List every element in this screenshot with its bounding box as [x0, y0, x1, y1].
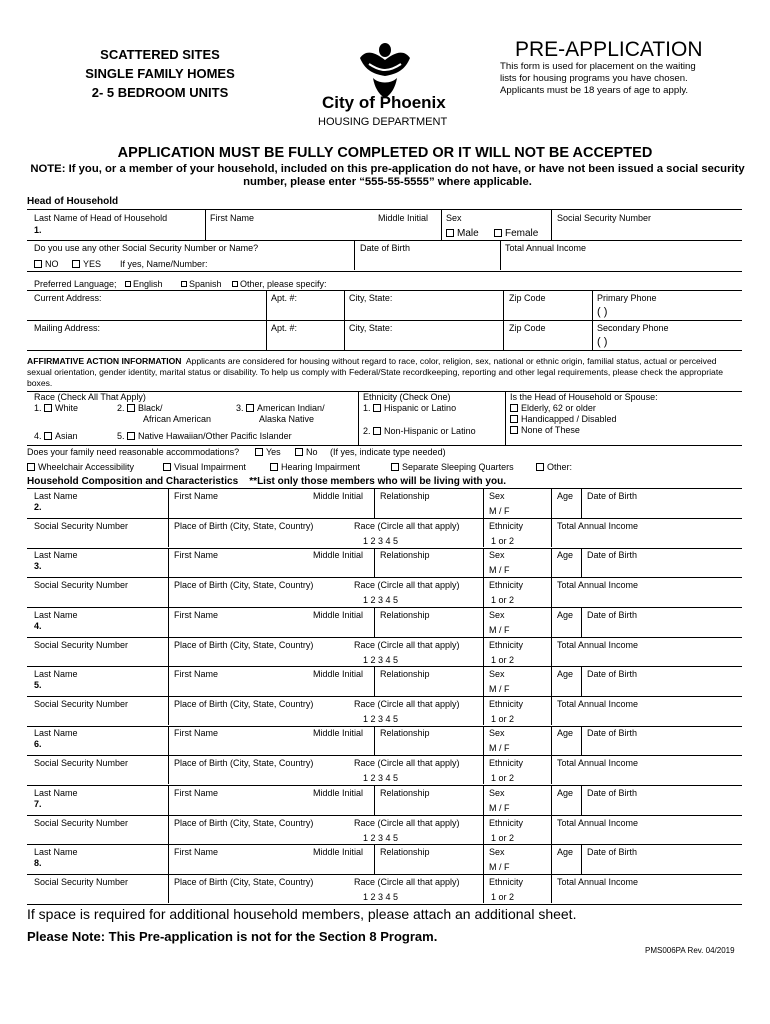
member-ethnicity-options: 1 or 2: [491, 595, 515, 606]
program-line-2: SINGLE FAMILY HOMES: [85, 66, 235, 81]
completion-warning: APPLICATION MUST BE FULLY COMPLETED OR IT WILL NOT BE ACCEPTED: [117, 145, 653, 161]
member-first-name-label: First Name: [174, 846, 219, 857]
head-number: 1.: [34, 225, 42, 235]
member-age-label: Age: [557, 491, 574, 501]
phoenix-logo-icon: [355, 40, 415, 100]
member-middle-label: Middle Initial: [313, 846, 364, 857]
member-ethnicity-label: Ethnicity: [489, 580, 524, 591]
member-age-label: Age: [557, 609, 574, 620]
race-ai-line2: Alaska Native: [259, 414, 315, 424]
other-accommodation-checkbox[interactable]: [536, 463, 544, 471]
member-age-label: Age: [557, 550, 574, 561]
member-race-options: 1 2 3 4 5: [363, 891, 399, 902]
member-dob-label: Date of Birth: [587, 609, 638, 620]
current-zip-label: Zip Code: [509, 293, 546, 303]
member-relationship-label: Relationship: [380, 550, 430, 561]
other-ssn-no-checkbox[interactable]: [34, 260, 42, 268]
handicapped-checkbox[interactable]: [510, 415, 518, 423]
form-intro: This form is used for placement on the waiting lists for housing programs you have chosen. Applicants must be 18 years of age to apply.: [500, 61, 696, 96]
member-race-label: Race (Circle all that apply): [354, 817, 460, 828]
ssn-note: NOTE: If you, or a member of your household, included on this pre-application do not have, or have not been issued a social security number, please enter “555-55-5555” where applicable.: [30, 163, 745, 188]
head-section-title: Head of Household: [27, 196, 119, 207]
member-last-name-label: Last Name: [34, 550, 78, 561]
ethnicity-nonhispanic-option[interactable]: 2. Non-Hispanic or Latino: [363, 426, 476, 436]
member-sex-label: Sex: [489, 846, 505, 857]
race-nh-checkbox[interactable]: [127, 432, 135, 440]
preferred-language-label: Preferred Language;: [34, 279, 117, 289]
member-race-label: Race (Circle all that apply): [354, 876, 460, 887]
member-pob-label: Place of Birth (City, State, Country): [174, 639, 314, 650]
member-last-name-label: Last Name: [34, 668, 78, 679]
sleeping-checkbox[interactable]: [391, 463, 399, 471]
ethnicity-nonhispanic-checkbox[interactable]: [373, 427, 381, 435]
member-middle-label: Middle Initial: [313, 787, 364, 798]
mailing-city-state-label: City, State:: [349, 323, 393, 333]
member-ethnicity-label: Ethnicity: [489, 817, 524, 828]
male-option[interactable]: Male: [446, 228, 479, 239]
primary-phone-area[interactable]: ( ): [597, 306, 608, 318]
ethnicity-title: Ethnicity (Check One): [363, 392, 451, 402]
accommodations-hint: (If yes, indicate type needed): [330, 447, 446, 457]
head-dob-label: Date of Birth: [360, 243, 411, 253]
handicapped-option[interactable]: Handicapped / Disabled: [510, 414, 617, 424]
member-last-name-label: Last Name: [34, 609, 78, 620]
member-sex-options: M / F: [489, 743, 510, 754]
english-option[interactable]: English: [125, 279, 163, 289]
none-checkbox[interactable]: [510, 426, 518, 434]
current-city-state-label: City, State:: [349, 293, 393, 303]
member-race-label: Race (Circle all that apply): [354, 580, 460, 591]
member-middle-label: Middle Initial: [313, 668, 364, 679]
member-sex-label: Sex: [489, 787, 505, 798]
member-race-label: Race (Circle all that apply): [354, 639, 460, 650]
member-dob-label: Date of Birth: [587, 787, 638, 798]
head-status-title: Is the Head of Household or Spouse:: [510, 392, 658, 402]
member-race-label: Race (Circle all that apply): [354, 698, 460, 709]
member-income-label: Total Annual Income: [557, 817, 639, 828]
head-last-name-label: Last Name of Head of Household: [34, 213, 168, 223]
member-ethnicity-options: 1 or 2: [491, 891, 515, 902]
member-middle-label: Middle Initial: [313, 609, 364, 620]
ethnicity-hispanic-checkbox[interactable]: [373, 404, 381, 412]
member-last-name-label: Last Name: [34, 787, 78, 798]
accommodations-no-checkbox[interactable]: [295, 448, 303, 456]
elderly-checkbox[interactable]: [510, 404, 518, 412]
member-relationship-label: Relationship: [380, 728, 430, 739]
household-subtitle: **List only those members who will be living with you.: [249, 476, 506, 487]
member-first-name-label: First Name: [174, 728, 219, 739]
member-ssn-label: Social Security Number: [34, 639, 129, 650]
member-sex-label: Sex: [489, 491, 505, 501]
member-relationship-label: Relationship: [380, 846, 430, 857]
head-sex-label: Sex: [446, 213, 462, 223]
member-first-name-label: First Name: [174, 668, 219, 679]
member-sex-label: Sex: [489, 668, 505, 679]
member-ethnicity-options: 1 or 2: [491, 654, 515, 665]
member-last-name-label: Last Name: [34, 491, 78, 501]
member-race-options: 1 2 3 4 5: [363, 654, 399, 665]
member-dob-label: Date of Birth: [587, 728, 638, 739]
member-ethnicity-options: 1 or 2: [491, 832, 515, 843]
race-title: Race (Check All That Apply): [34, 392, 146, 402]
none-option[interactable]: None of These: [510, 425, 580, 435]
household-title: Household Composition and Characteristics **List only those members who will be living with you.: [27, 476, 506, 487]
visual-checkbox[interactable]: [163, 463, 171, 471]
member-income-label: Total Annual Income: [557, 876, 639, 887]
sleeping-option[interactable]: Separate Sleeping Quarters: [391, 462, 514, 472]
member-number: 8.: [34, 857, 42, 868]
member-race-options: 1 2 3 4 5: [363, 713, 399, 724]
member-sex-label: Sex: [489, 728, 505, 739]
member-pob-label: Place of Birth (City, State, Country): [174, 876, 314, 887]
wheelchair-option[interactable]: Wheelchair Accessibility: [27, 462, 134, 472]
member-income-label: Total Annual Income: [557, 521, 639, 531]
member-age-label: Age: [557, 787, 574, 798]
member-ethnicity-options: 1 or 2: [491, 713, 515, 724]
member-number: 4.: [34, 620, 42, 631]
race-nh-option[interactable]: 5. Native Hawaiian/Other Pacific Islander: [117, 431, 292, 441]
if-yes-label: If yes, Name/Number:: [120, 259, 208, 269]
member-ssn-label: Social Security Number: [34, 758, 129, 769]
race-ai-checkbox[interactable]: [246, 404, 254, 412]
member-pob-label: Place of Birth (City, State, Country): [174, 817, 314, 828]
female-checkbox[interactable]: [494, 229, 502, 237]
member-number: 5.: [34, 679, 42, 690]
member-sex-options: M / F: [489, 861, 510, 872]
section8-note: Please Note: This Pre-application is not for the Section 8 Program.: [27, 929, 438, 944]
member-ethnicity-label: Ethnicity: [489, 758, 524, 769]
race-black-line2: African American: [143, 414, 212, 424]
race-ai-option[interactable]: 3. American Indian/: [236, 403, 325, 413]
member-last-name-label: Last Name: [34, 728, 78, 739]
primary-phone-label: Primary Phone: [597, 293, 657, 303]
member-sex-options: M / F: [489, 683, 510, 694]
member-ssn-label: Social Security Number: [34, 521, 129, 531]
member-sex-options: M / F: [489, 506, 510, 516]
mailing-apt-label: Apt. #:: [271, 323, 298, 333]
race-asian-checkbox[interactable]: [44, 432, 52, 440]
member-race-label: Race (Circle all that apply): [354, 758, 460, 769]
form-revision: PMS006PA Rev. 04/2019: [645, 946, 735, 955]
program-title: [60, 45, 260, 102]
other-language-checkbox[interactable]: [232, 281, 238, 287]
hearing-checkbox[interactable]: [270, 463, 278, 471]
race-white-checkbox[interactable]: [44, 404, 52, 412]
member-ssn-label: Social Security Number: [34, 698, 129, 709]
member-ethnicity-label: Ethnicity: [489, 698, 524, 709]
member-ethnicity-options: 1 or 2: [491, 773, 515, 784]
visual-option[interactable]: Visual Impairment: [163, 462, 246, 472]
department-name: HOUSING DEPARTMENT: [318, 116, 448, 128]
member-income-label: Total Annual Income: [557, 698, 639, 709]
member-relationship-label: Relationship: [380, 668, 430, 679]
mailing-address-label: Mailing Address:: [34, 323, 101, 333]
member-number: 3.: [34, 561, 42, 572]
secondary-phone-area[interactable]: ( ): [597, 336, 608, 348]
member-pob-label: Place of Birth (City, State, Country): [174, 758, 314, 769]
spanish-option[interactable]: Spanish: [181, 279, 222, 289]
member-race-options: 1 2 3 4 5: [363, 595, 399, 606]
accommodations-yes-checkbox[interactable]: [255, 448, 263, 456]
member-ssn-label: Social Security Number: [34, 817, 129, 828]
english-checkbox[interactable]: [125, 281, 131, 287]
member-first-name-label: First Name: [174, 787, 219, 798]
member-relationship-label: Relationship: [380, 787, 430, 798]
member-sex-label: Sex: [489, 609, 505, 620]
member-age-label: Age: [557, 846, 574, 857]
other-ssn-no-option[interactable]: NO: [34, 259, 59, 269]
accommodations-question: Does your family need reasonable accommodations?: [27, 447, 240, 457]
female-option[interactable]: Female: [494, 228, 538, 239]
member-number: 6.: [34, 739, 42, 750]
member-ssn-label: Social Security Number: [34, 876, 129, 887]
member-ssn-label: Social Security Number: [34, 580, 129, 591]
member-pob-label: Place of Birth (City, State, Country): [174, 580, 314, 591]
member-last-name-label: Last Name: [34, 846, 78, 857]
race-black-checkbox[interactable]: [127, 404, 135, 412]
member-age-label: Age: [557, 668, 574, 679]
member-pob-label: Place of Birth (City, State, Country): [174, 521, 314, 531]
member-number: 7.: [34, 798, 42, 809]
member-middle-label: Middle Initial: [313, 728, 364, 739]
wheelchair-checkbox[interactable]: [27, 463, 35, 471]
current-apt-label: Apt. #:: [271, 293, 298, 303]
hearing-option[interactable]: Hearing Impairment: [270, 462, 360, 472]
program-line-1: SCATTERED SITES: [100, 47, 220, 62]
member-income-label: Total Annual Income: [557, 580, 639, 591]
member-first-name-label: First Name: [174, 609, 219, 620]
head-ssn-label: Social Security Number: [557, 213, 652, 223]
member-income-label: Total Annual Income: [557, 639, 639, 650]
member-first-name-label: First Name: [174, 550, 219, 561]
head-first-name-label: First Name: [210, 213, 255, 223]
member-sex-label: Sex: [489, 550, 505, 561]
additional-sheet-note: If space is required for additional household members, please attach an additional sheet.: [27, 906, 577, 922]
member-middle-label: Middle Initial: [313, 491, 364, 501]
member-income-label: Total Annual Income: [557, 758, 639, 769]
current-address-label: Current Address:: [34, 293, 102, 303]
member-race-label: Race (Circle all that apply): [354, 521, 460, 531]
other-accommodation-option[interactable]: Other:: [536, 462, 572, 472]
member-ethnicity-label: Ethnicity: [489, 639, 524, 650]
accommodations-no-option[interactable]: No: [295, 447, 318, 457]
member-dob-label: Date of Birth: [587, 846, 638, 857]
other-language-option[interactable]: Other, please specify:: [232, 279, 327, 289]
member-dob-label: Date of Birth: [587, 668, 638, 679]
spanish-checkbox[interactable]: [181, 281, 187, 287]
form-title: PRE-APPLICATION: [515, 38, 703, 61]
city-name: City of Phoenix: [322, 93, 446, 112]
elderly-option[interactable]: Elderly, 62 or older: [510, 403, 596, 413]
member-relationship-label: Relationship: [380, 491, 430, 501]
program-line-3: 2- 5 BEDROOM UNITS: [91, 85, 229, 100]
other-ssn-question: Do you use any other Social Security Number or Name?: [34, 243, 259, 253]
member-sex-options: M / F: [489, 802, 510, 813]
affirmative-action-text: AFFIRMATIVE ACTION INFORMATION Applicants are considered for housing without regard to race, color, religion, sex, national or ethnic origin, familial status, actual or perceived sexual orientation, gender identity, marital status or disability. To help us comply with Federal/State recordkeeping, reporting and other legal requirements, please check the appropriate boxes.: [27, 356, 723, 388]
male-checkbox[interactable]: [446, 229, 454, 237]
member-middle-label: Middle Initial: [313, 550, 364, 561]
member-age-label: Age: [557, 728, 574, 739]
member-dob-label: Date of Birth: [587, 550, 638, 561]
ethnicity-hispanic-option[interactable]: 1. Hispanic or Latino: [363, 403, 457, 413]
race-white-option[interactable]: 1. White: [34, 403, 79, 413]
member-number: 2.: [34, 502, 42, 512]
race-asian-option[interactable]: 4. Asian: [34, 431, 78, 441]
secondary-phone-label: Secondary Phone: [597, 323, 669, 333]
affirmative-action-title: AFFIRMATIVE ACTION INFORMATION: [27, 356, 182, 366]
race-black-option[interactable]: 2. Black/: [117, 403, 163, 413]
member-ethnicity-label: Ethnicity: [489, 876, 524, 887]
member-relationship-label: Relationship: [380, 609, 430, 620]
other-ssn-yes-checkbox[interactable]: [72, 260, 80, 268]
member-first-name-label: First Name: [174, 491, 219, 501]
member-sex-options: M / F: [489, 624, 510, 635]
head-income-label: Total Annual Income: [505, 243, 587, 253]
member-race-options: 1 2 3 4 5: [363, 832, 399, 843]
mailing-zip-label: Zip Code: [509, 323, 546, 333]
member-ethnicity-label: Ethnicity: [489, 521, 524, 531]
member-pob-label: Place of Birth (City, State, Country): [174, 698, 314, 709]
member-dob-label: Date of Birth: [587, 491, 638, 501]
member-race-options: 1 2 3 4 5: [363, 536, 399, 546]
member-ethnicity-options: 1 or 2: [491, 536, 515, 546]
member-sex-options: M / F: [489, 565, 510, 576]
member-race-options: 1 2 3 4 5: [363, 773, 399, 784]
head-middle-label: Middle Initial: [378, 213, 429, 223]
other-ssn-yes-option[interactable]: YES: [72, 259, 101, 269]
accommodations-yes-option[interactable]: Yes: [255, 447, 281, 457]
